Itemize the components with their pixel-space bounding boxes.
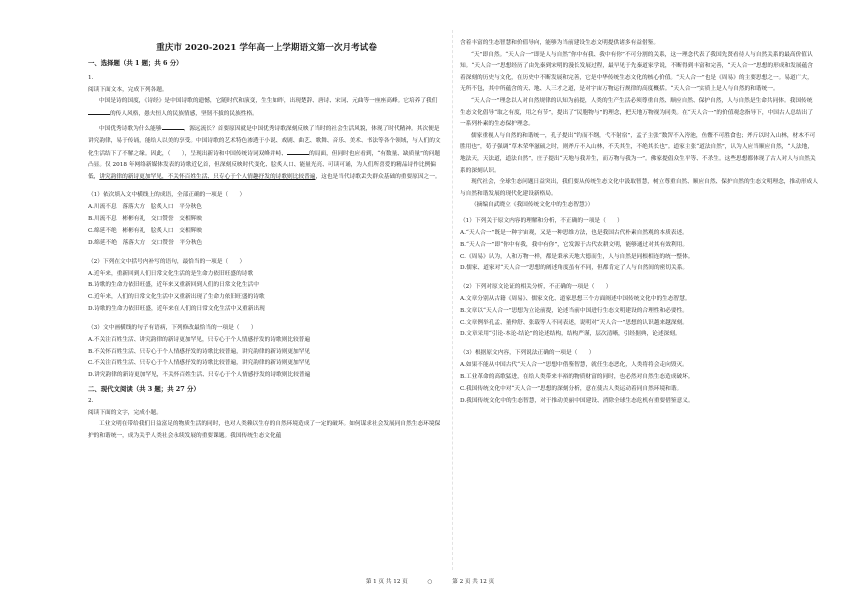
- question-1-option: A.“天人合一”既是一种宇宙观，又是一种思维方法，也是我国古代朴素自然观的本质表述。: [460, 229, 688, 236]
- section-two-heading: 二、现代文阅读（共 3 题；共 27 分）: [88, 384, 200, 393]
- passage-paragraph: 儒家重视人与自然的和谐统一，孔子提出“钓而不纲，弋不射宿”，孟子主张“数罟不入洿池，鱼鳖不可胜食也；斧斤以时入山林，材木不可胜用也”，荀子强调“草木荣华滋硕之时，则斧斤不入山林，不夭其生，不绝其长也”。道家主张“道法自然”，认为人应当顺应自然，“人法地，地法天，天法道，道法自然”，庄子提出“天地与我并生，而万物与我为一”。佛家提倡众生平等、不杀生。这些思想都体现了古人对人与自然关系的深刻认识。: [460, 132, 816, 174]
- reading-intro: 阅读下面的文字，完成小题。: [88, 409, 162, 416]
- question-3-option: B.不关怀百姓生活、只专心于个人情感抒发的诗歌比较普遍，讲究韵律的新诗则更加罕见: [88, 348, 311, 355]
- reading-intro: 阅读下面文本，完成下列各题。: [88, 86, 168, 93]
- left-page: [88, 0, 445, 608]
- passage-paragraph: 含着丰富的生态智慧和价值导向，能够为当前建设生态文明提供诸多有益借鉴。: [460, 40, 660, 46]
- question-number: 1.: [88, 75, 94, 81]
- question-3-option: A.如果不能从中国古代“天人合一”思想中借鉴智慧，就任生态恶化，人类将将会走向毁灭。: [460, 362, 688, 369]
- exam-title: 重庆市 2020-2021 学年高一上学期语文第一次月考试卷: [156, 43, 377, 53]
- question-3-option: A.不关注百姓生活、讲究韵律的新诗更加罕见，只专心于个人情感抒发的诗歌则比较普遍: [88, 336, 311, 343]
- question-2-option: D.诗歌的生命力依旧旺盛，近年来在人们的日常文化生活中又重新出现: [88, 305, 265, 312]
- right-page: [460, 0, 818, 608]
- question-3-option: B.工业革命的高歌猛进，在给人类带来丰裕的物质财富的同时，也必然对自然生态造成破坏。: [460, 374, 694, 381]
- question-1-stem: （1）依次填入文中横线上的成语，全部正确的一项是（ ）: [88, 192, 246, 199]
- question-number: 2.: [88, 397, 94, 404]
- page-number-right: 第 2 页 共 12 页: [452, 579, 495, 585]
- question-3-stem: （3）文中画横线的句子有语病，下列修改最恰当的一项是（ ）: [88, 324, 257, 331]
- question-1-option: B.川流不息 彬彬有礼 交口赞誉 交相辉映: [88, 216, 203, 223]
- question-2-option: B.诗歌的生命力依旧旺盛，近年来又重新回到人们的日常文化生活中: [88, 282, 259, 289]
- fill-blank: [88, 108, 110, 115]
- question-1-option: C.绵延不绝 彬彬有礼 脍炙人口 交相辉映: [88, 227, 203, 234]
- question-1-option: D.儒家、道家对“天人合一”思想的阐述角度虽有不同，但都肯定了人与自然间的密切关系。: [460, 265, 689, 272]
- question-2-stem: （2）下列对原文论证的相关分析，不正确的一项是（ ）: [460, 284, 612, 291]
- question-1-option: A.川流不息 落落大方 脍炙人口 平分秋色: [88, 204, 202, 211]
- question-2-option: A.文章分别从古籍《周易》、儒家文化、道家思想三个方面阐述中国传统文化中的生态智慧。: [460, 296, 691, 303]
- question-2-option: C.近年来，人们的日常文化生活中又重新出现了生命力依旧旺盛的诗歌: [88, 294, 265, 301]
- question-2-option: A.近年来，重新回到人们日常文化生活的是生命力依旧旺盛的诗歌: [88, 270, 254, 277]
- question-3-option: C.不关注百姓生活、只专心于个人情感抒发的诗歌比较普遍，讲究韵律的新诗则更加罕见: [88, 360, 311, 367]
- question-2-option: B.文章以“天人合一”思想为立论前提，论述当前中国进行生态文明建设的合理性和必要性。: [460, 307, 688, 314]
- question-2-option: C.文章例举孔孟、董仲舒、张载等人不同表述，说明对“天人合一”思想的认识越来越深刻。: [460, 319, 688, 326]
- passage-paragraph: 现代社会，全球生态问题日益突出，我们要从传统生态文化中汲取智慧，树立尊重自然、顺应自然、保护自然的生态文明理念，推动形成人与自然和谐发展的现代化建设新格局。: [460, 179, 818, 197]
- question-3-option: C.我国传统文化中对“天人合一”思想的深刻分析，意在使古人类运动着同自然环境和谐。: [460, 385, 683, 392]
- page-number-left: 第 1 页 共 12 页: [365, 579, 408, 585]
- question-2-option: D.文章采用“引论-本论-结论”的论述结构，结构严谨，层次清晰，引经据典，论述深刻。: [460, 331, 681, 338]
- page-divider: [452, 30, 453, 570]
- fill-blank: [162, 123, 184, 130]
- passage-paragraph-3: 工业文明在带给我们日益富足的物质生活的同时，也对人类赖以生存的自然环境造成了一定的破坏。如何谋求社会发展同自然生态环境保护的和谐统一，成为关乎人类社会永续发展的重要课题。我国传统生态文化蕴: [88, 421, 441, 439]
- passage-paragraph: “天”即自然。“天人合一”即是人与自然“你中有我、我中有你”不可分割的关系，这一理念代表了我国先贤看待人与自然关系的最高价值认知。“天人合一”思想经历了由先秦到宋明的漫长发展过程，最早见于先秦道家学说，不断得到丰富和完善，“天人合一”思想的形成和发展蕴含着深刻的历史与文化，在历史中不断发展和完善，它是中华传统生态文化的核心价值。“天人合一”也是《周易》的主要思想之一。易道广大，无所不包，其中所蕴含的天、地、人三才之道，是对宇宙万物运行规律的高度概括。“天人合一”实质上是人与自然的和谐统一。: [460, 51, 813, 93]
- question-1-option: D.绵延不绝 落落大方 交口赞誉 平分秋色: [88, 239, 203, 246]
- question-3-option: D.我国传统文化中的生态智慧，对于推动美丽中国建设、消除全球生态危机有重要借鉴意义。: [460, 397, 694, 404]
- question-1-option: C.《周易》认为，人和万物一样，都是秉承天地大德而生，人与自然是同根相连的统一整体。: [460, 253, 694, 260]
- passage-paragraph-2: 中国优秀诗歌为什么能够 ，源远流长？首要原因就是中国优秀诗歌深刻反映了当时的社会生活风貌，体现了时代精神。其次便是讲究韵律，易于传诵，能给人以美的享受。中国诗歌的艺术特色渗透于小说、戏剧、曲艺、歌舞、音乐、美术、书法等各个领域，与人们的文化生活结下了不解之缘。因此，（ ），呈现出新诗和中国传统诗词双峰并峙、 的局面，但同时也应看到，“有数量、缺质量”的问题凸显。仅 2018 年网络新媒体发表的诗歌近亿首，但深刻反映时代变化、脍炙人口、能量光亮、可读可诵，为人们所喜爱的精品诗作比例偏低，讲究韵律的新诗更加罕见，不关怀百姓生活、只专心于个人情趣抒发的诗歌则比较普遍，这也是当代诗歌丢失群众基础的重要原因之一。: [88, 123, 445, 183]
- passage-paragraph: “天人合一”理念以人对自然规律的认知为前提，人类的生产生活必须尊重自然、顺应自然、保护自然，人与自然是生命共同体。我国传统生态文化倡导“取之有度，用之有节”，提出了“民胞物与”的理念，把天地万物视为同类。在“天人合一”的价值观念指导下，中国古人总结出了一系列朴素的生态保护理念。: [460, 97, 814, 128]
- question-2-stem: （2）下列在文中括号内补写的语句，最恰当的一项是（ ）: [88, 258, 246, 265]
- passage-source: （摘编自武晓立《我国传统文化中的生态智慧》）: [471, 202, 594, 209]
- section-one-heading: 一、选择题（共 1 题；共 6 分）: [88, 59, 183, 67]
- question-3-option: D.讲究韵律的新诗更加罕见，不关怀百姓生活、只专心于个人情感抒发的诗歌则比较普遍: [88, 372, 311, 379]
- question-1-stem: （1）下列关于原文内容的理解和分析，不正确的一项是（ ）: [460, 217, 623, 224]
- question-3-stem: （3）根据原文内容，下列说法正确的一项是（ ）: [460, 350, 595, 357]
- question-1-option: B.“天人合一”即“你中有我，我中有你”，它发源于古代农耕文明，能够通过对其有效利用。: [460, 241, 689, 248]
- underlined-sentence: 讲究韵律的新诗更加罕见，不关怀百姓生活、只专心于个人情趣抒发的诗歌则比较普遍: [99, 173, 316, 180]
- fill-blank: [287, 148, 309, 155]
- binding-circle-icon: ○: [427, 579, 433, 585]
- page-footer: [0, 577, 860, 585]
- passage-paragraph-1: 中国是诗的国度，《诗经》是中国诗歌的遗憾，它随时代和演变，生生如昨，出现楚辞、唐诗、宋词、元曲等一座座高峰。它培养了我们的传人风格，愚夫恒人的民族情感，坚韧不拔的民族性格。: [88, 96, 445, 120]
